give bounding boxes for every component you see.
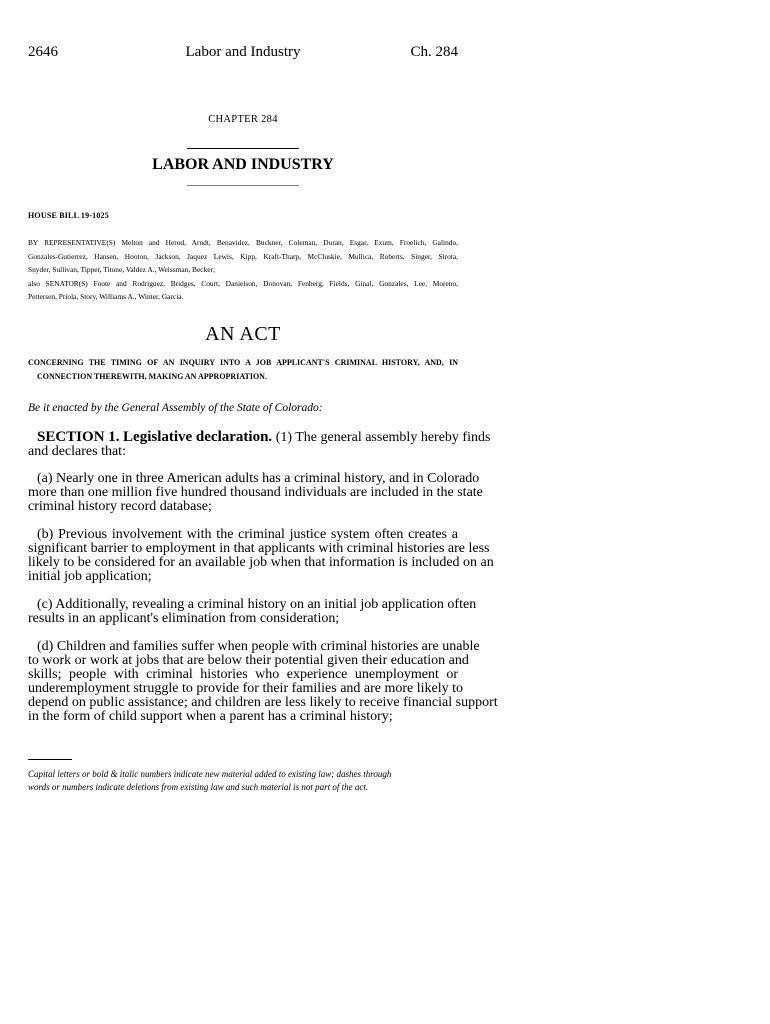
- sponsor-line: Gonzales-Gutierrez, Hansen, Hooton, Jackson, Jaquez Lewis, Kipp, Kraft-Tharp, McCluskie, Mullica, Roberts, Singer, Sirota,: [28, 251, 458, 261]
- title-rule-top: [187, 148, 299, 149]
- paragraph-line: in the form of child support when a parent has a criminal history;: [28, 709, 393, 724]
- paragraph-line: (b) Previous involvement with the criminal justice system often creates a: [37, 527, 458, 542]
- paragraph-line: more than one million five hundred thousand individuals are included in the state: [28, 485, 483, 500]
- paragraph-line: (a) Nearly one in three American adults has a criminal history, and in Colorado: [37, 471, 480, 486]
- section-text-line: and declares that:: [28, 444, 126, 459]
- sponsor-line: Snyder, Sullivan, Tipper, Titone, Valdez A., Weissman, Becker;: [28, 265, 215, 274]
- paragraph-line: initial job application;: [28, 569, 152, 584]
- footnote-line: Capital letters or bold & italic numbers indicate new material added to existing law; dashes through: [28, 769, 392, 779]
- paragraph-line: likely to be considered for an available job when that information is included on an: [28, 555, 494, 570]
- paragraph-c: [28, 597, 477, 626]
- page-number: 2646: [28, 44, 58, 60]
- concerning-clause: [28, 356, 458, 384]
- title-rule-bottom: [187, 185, 299, 186]
- paragraph-line: (d) Children and families suffer when people with criminal histories are unable: [37, 639, 480, 654]
- paragraph-line: (c) Additionally, revealing a criminal history on an initial job application often: [37, 597, 477, 612]
- sponsors-block: [28, 236, 458, 304]
- footnote: [28, 768, 458, 794]
- section-1: [28, 429, 491, 459]
- section-text: (1) The general assembly hereby finds: [272, 430, 491, 445]
- paragraph-b: [28, 527, 494, 584]
- an-act-heading: AN ACT: [205, 323, 281, 345]
- concerning-line: CONNECTION THEREWITH, MAKING AN APPROPRIATION.: [37, 372, 267, 381]
- chapter-reference: Ch. 284: [410, 44, 458, 60]
- paragraph-line: depend on public assistance; and children are less likely to receive financial support: [28, 695, 498, 710]
- paragraph-line: significant barrier to employment in that applicants with criminal histories are less: [28, 541, 490, 556]
- sponsor-line: also SENATOR(S) Foote and Rodriguez, Bridges, Court, Danielson, Donovan, Fenberg, Fields, Ginal, Gonzales, Lee, Moreno,: [28, 278, 458, 288]
- paragraph-line: criminal history record database;: [28, 499, 212, 514]
- concerning-line: CONCERNING THE TIMING OF AN INQUIRY INTO A JOB APPLICANT'S CRIMINAL HISTORY, AND, IN: [28, 358, 458, 367]
- running-header: [28, 44, 458, 64]
- paragraph-d: [28, 639, 498, 724]
- act-title: LABOR AND INDUSTRY: [152, 156, 334, 173]
- sponsor-line: Pettersen, Priola, Story, Williams A., Winter, Garcia.: [28, 292, 184, 301]
- paragraph-line: to work or work at jobs that are below their potential given their education and: [28, 653, 469, 668]
- sponsor-line: BY REPRESENTATIVE(S) Melton and Herod, Arndt, Benavidez, Buckner, Coleman, Duran, Esgar, Exum, Froelich, Galindo,: [28, 238, 458, 247]
- section-number: SECTION 1.: [37, 429, 120, 445]
- chapter-label: CHAPTER 284: [208, 114, 278, 125]
- header-title: Labor and Industry: [185, 44, 301, 60]
- enacting-clause: Be it enacted by the General Assembly of the State of Colorado:: [28, 402, 323, 414]
- section-heading-line: [28, 429, 491, 445]
- footnote-rule: [28, 759, 72, 760]
- footnote-line: words or numbers indicate deletions from existing law and such material is not part of the act.: [28, 782, 369, 792]
- paragraph-line: underemployment struggle to provide for their families and are more likely to: [28, 681, 464, 696]
- paragraph-a: [28, 471, 483, 514]
- paragraph-line: skills; people with criminal histories who experience unemployment or: [28, 667, 458, 682]
- paragraph-line: results in an applicant's elimination from consideration;: [28, 611, 340, 626]
- section-title: Legislative declaration.: [123, 429, 273, 445]
- bill-number: HOUSE BILL 19-1025: [28, 211, 109, 220]
